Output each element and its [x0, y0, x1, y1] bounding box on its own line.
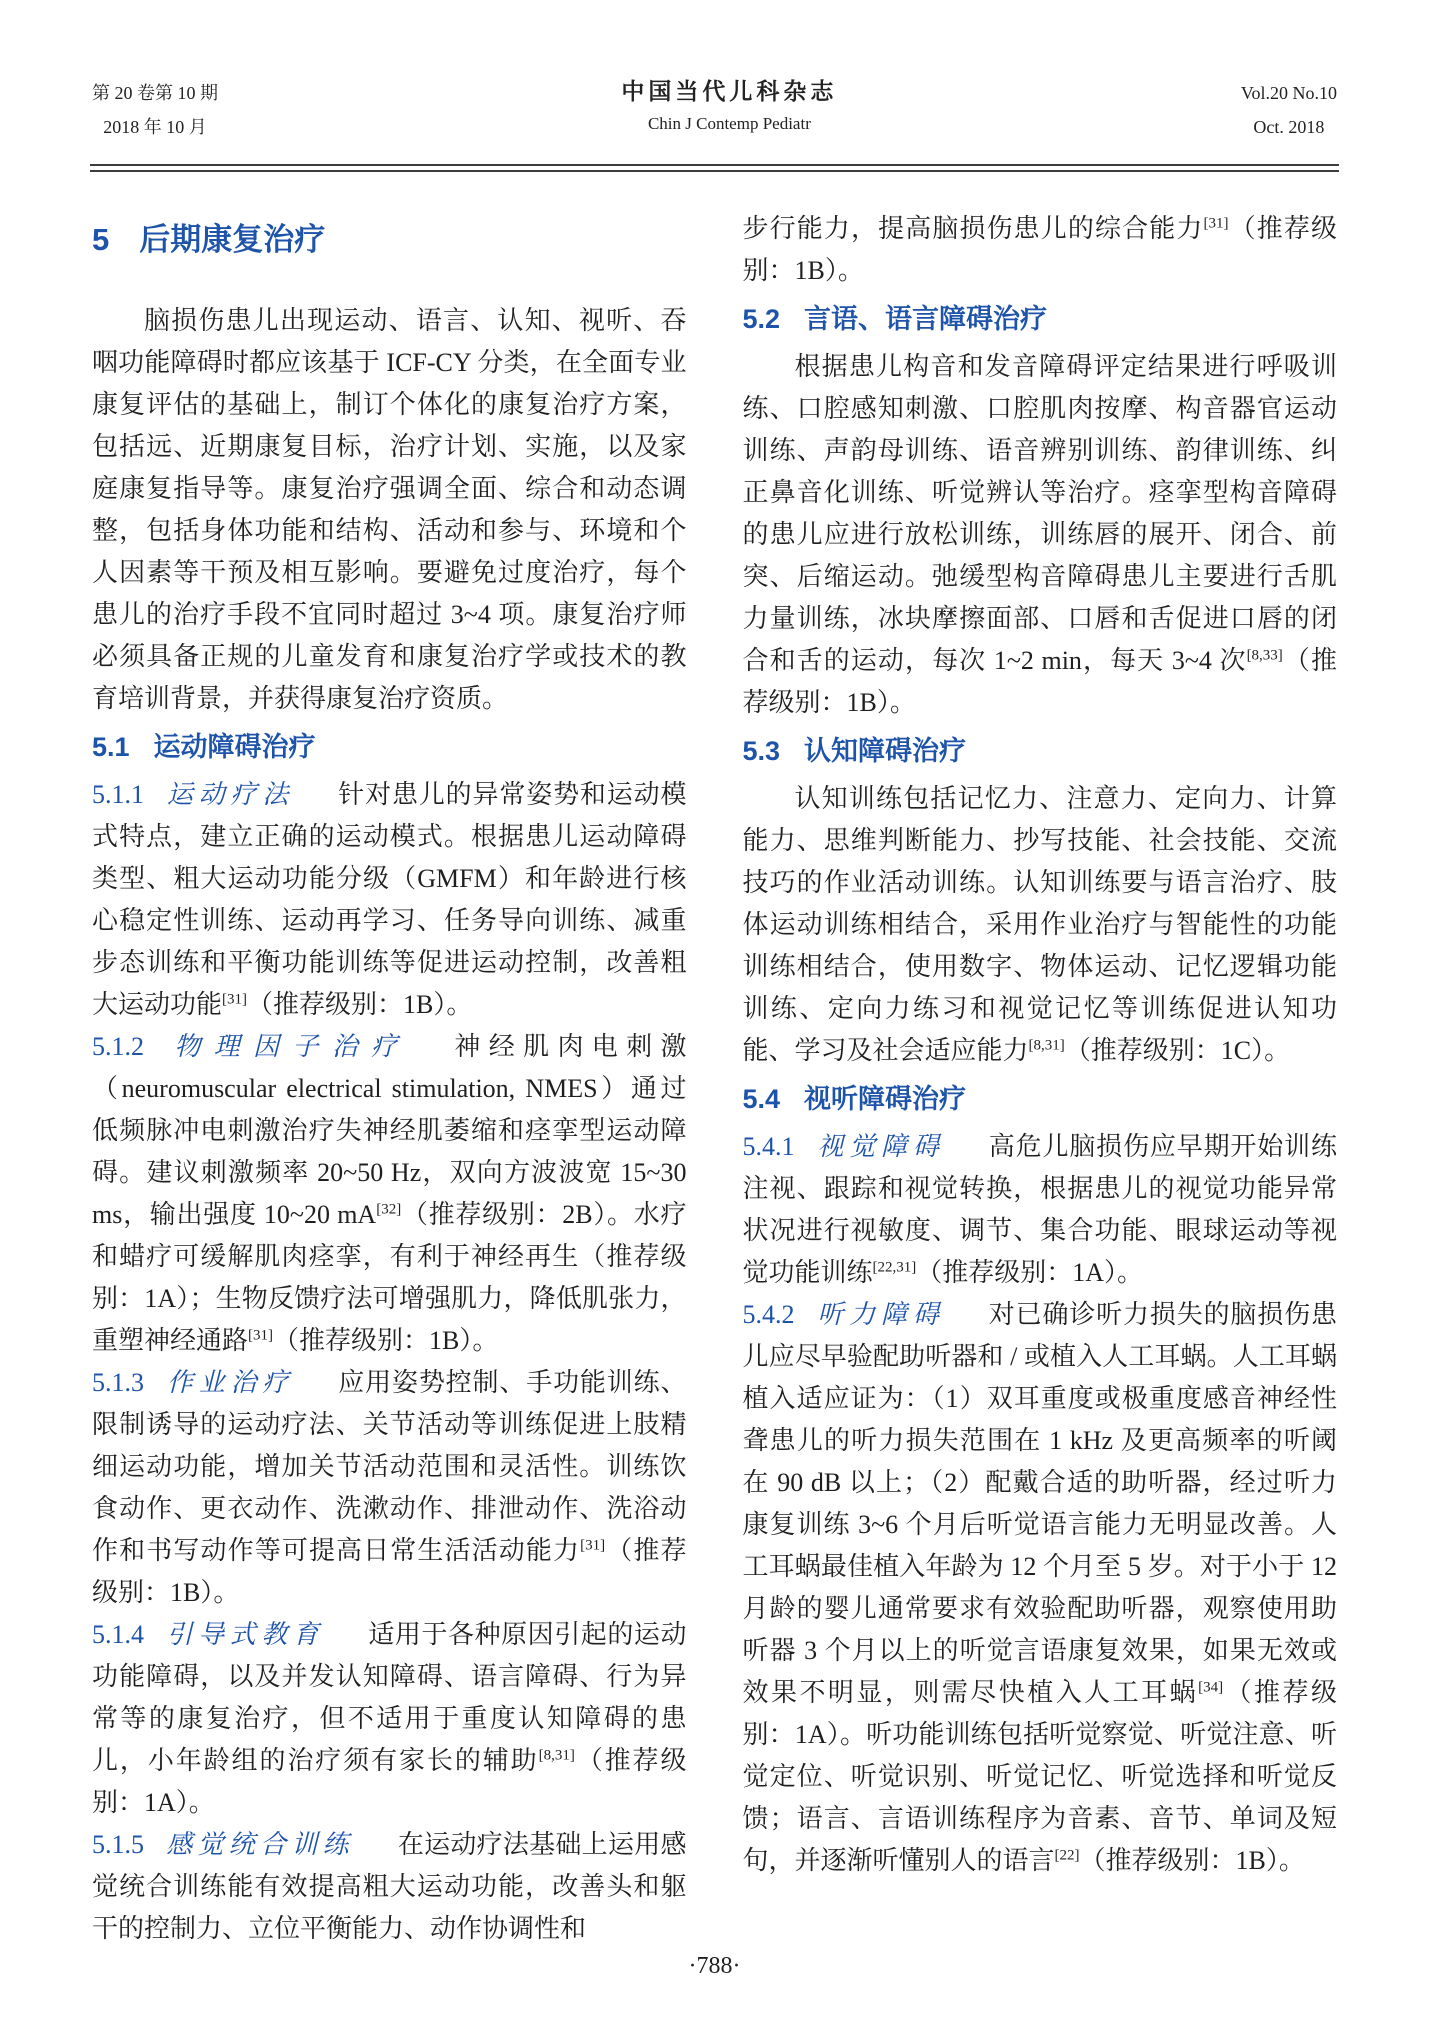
subsection-title: 感觉统合训练	[166, 1830, 354, 1859]
header-double-rule	[90, 164, 1339, 172]
header-date-cn: 2018 年 10 月	[103, 117, 207, 137]
continued-paragraph: 步行能力，提高脑损伤患儿的综合能力[31]（推荐级别：1B）。	[742, 214, 1337, 285]
section-heading-5-4	[743, 1077, 1338, 1121]
subsection-5-4-2: 5.4.2 听力障碍 对已确诊听力损失的脑损伤患儿应尽早验配助听器和 / 或植入人工耳蜗。人工耳蜗植入适应证为：（1）双耳重度或极重度感音神经性聋患儿的听力损失范围在 1 kHz 及更高频率的听阈在 90 dB 以上；（2）配戴合适的助听器，经过听力康复训练 3~6 个月后听觉语言能力无明显改善。人工耳蜗最佳植入年龄为 12 个月至 5 岁。对于小于 12 月龄的婴儿通常要求有效验配助听器，观察使用助听器 3 个月以上的听觉言语康复效果，如果无效或效果不明显，则需尽快植入人工耳蜗[34]（推荐级别：1A）。听功能训练包括听觉察觉、听觉注意、听觉定位、听觉识别、听觉记忆、听觉选择和听觉反馈；语言、言语训练程序为音素、音节、单词及短句，并逐渐听懂别人的语言[22]（推荐级别：1B）。	[742, 1300, 1337, 1875]
section-title: 认知障碍治疗	[804, 736, 967, 766]
left-column	[92, 208, 687, 1950]
paragraph: 认知训练包括记忆力、注意力、定向力、计算能力、思维判断能力、抄写技能、社会技能、交流技巧的作业活动训练。认知训练要与语言治疗、肢体运动训练相结合，采用作业治疗与智能性的功能训练相结合，使用数字、物体运动、记忆逻辑功能训练、定向力练习和视觉记忆等训练促进认知功能、学习及社会适应能力[8,31]（推荐级别：1C）。	[742, 784, 1337, 1065]
header-right-block	[1241, 76, 1337, 144]
subsection-title: 引导式教育	[166, 1620, 325, 1649]
citation-ref: [34]	[1198, 1679, 1224, 1696]
subsection-title: 物理因子治疗	[166, 1032, 411, 1061]
section-heading-5-2	[743, 297, 1338, 341]
citation-ref: [8,33]	[1246, 647, 1283, 664]
subsection-number: 5.1.5	[92, 1830, 144, 1859]
subsection-title: 作业治疗	[166, 1368, 295, 1397]
right-column	[743, 208, 1338, 1950]
page-footer	[0, 1953, 1429, 1980]
header-center-block	[218, 76, 1241, 140]
citation-ref: [31]	[1203, 215, 1229, 232]
subsection-title: 听力障碍	[816, 1300, 945, 1329]
subsection-number: 5.1.1	[92, 780, 144, 809]
subsection-number: 5.1.4	[92, 1620, 144, 1649]
header-volume-en: Vol.20 No.10	[1240, 83, 1337, 103]
subsection-number: 5.1.3	[92, 1368, 144, 1397]
subsection-5-1-4: 5.1.4 引导式教育 适用于各种原因引起的运动功能障碍，以及并发认知障碍、语言障碍、行为异常等的康复治疗，但不适用于重度认知障碍的患儿，小年龄组的治疗须有家长的辅助[8,31]（推荐级别：1A）。	[92, 1620, 687, 1817]
section-title: 后期康复治疗	[139, 222, 326, 257]
section-number: 5.2	[742, 304, 781, 334]
citation-ref: [31]	[222, 991, 248, 1008]
article-body	[0, 172, 1429, 1950]
citation-ref: [22]	[1054, 1847, 1080, 1864]
section-heading-5-1	[92, 725, 687, 769]
subsection-5-1-5: 5.1.5 感觉统合训练 在运动疗法基础上运用感觉统合训练能有效提高粗大运动功能，改善头和躯干的控制力、立位平衡能力、动作协调性和	[92, 1830, 687, 1943]
subsection-number: 5.4.2	[742, 1300, 795, 1329]
subsection-5-1-2: 5.1.2 物理因子治疗 神经肌肉电刺激（neuromuscular electrical stimulation, NMES）通过低频脉冲电刺激治疗失神经肌萎缩和痉挛型运动障碍。建议刺激频率 20~50 Hz，双向方波波宽 15~30 ms，输出强度 10~20 mA[32]（推荐级别：2B）。水疗和蜡疗可缓解肌肉痉挛，有利于神经再生（推荐级别：1A）；生物反馈疗法可增强肌力，降低肌张力，重塑神经通路[31]（推荐级别：1B）。	[92, 1032, 687, 1355]
citation-ref: [22,31]	[872, 1259, 917, 1276]
section-heading-5	[92, 220, 687, 260]
section-number: 5.1	[92, 732, 130, 762]
header-left-block	[92, 76, 218, 144]
page-header	[0, 0, 1429, 144]
section-number: 5.4	[742, 1084, 781, 1114]
header-issue-cn: 第 20 卷第 10 期	[92, 83, 218, 103]
section-heading-5-3	[743, 729, 1338, 773]
paragraph: 脑损伤患儿出现运动、语言、认知、视听、吞咽功能障碍时都应该基于 ICF-CY 分类，在全面专业康复评估的基础上，制订个体化的康复治疗方案，包括远、近期康复目标，治疗计划、实施，以及家庭康复指导等。康复治疗强调全面、综合和动态调整，包括身体功能和结构、活动和参与、环境和个人因素等干预及相互影响。要避免过度治疗，每个患儿的治疗手段不宜同时超过 3~4 项。康复治疗师必须具备正规的儿童发育和康复治疗学或技术的教育培训背景，并获得康复治疗资质。	[92, 306, 687, 713]
subsection-number: 5.1.2	[92, 1032, 144, 1061]
subsection-5-4-1: 5.4.1 视觉障碍 高危儿脑损伤应早期开始训练注视、跟踪和视觉转换，根据患儿的视觉功能异常状况进行视敏度、调节、集合功能、眼球运动等视觉功能训练[22,31]（推荐级别：1A）。	[742, 1132, 1337, 1287]
journal-title-en: Chin J Contemp Pediatr	[647, 114, 811, 133]
subsection-number: 5.4.1	[742, 1132, 795, 1161]
section-number: 5	[92, 222, 110, 257]
subsection-5-1-3: 5.1.3 作业治疗 应用姿势控制、手功能训练、限制诱导的运动疗法、关节活动等训练促进上肢精细运动功能，增加关节活动范围和灵活性。训练饮食动作、更衣动作、洗漱动作、排泄动作、洗浴动作和书写动作等可提高日常生活活动能力[31]（推荐级别：1B）。	[92, 1368, 687, 1607]
paragraph: 根据患儿构音和发音障碍评定结果进行呼吸训练、口腔感知刺激、口腔肌肉按摩、构音器官运动训练、声韵母训练、语音辨别训练、韵律训练、纠正鼻音化训练、听觉辨认等治疗。痉挛型构音障碍的患儿应进行放松训练，训练唇的展开、闭合、前突、后缩运动。弛缓型构音障碍患儿主要进行舌肌力量训练，冰块摩擦面部、口唇和舌促进口唇的闭合和舌的运动，每次 1~2 min，每天 3~4 次[8,33]（推荐级别：1B）。	[742, 352, 1337, 717]
journal-title-cn: 中国当代儿科杂志	[621, 79, 838, 104]
subsection-5-1-1: 5.1.1 运动疗法 针对患儿的异常姿势和运动模式特点，建立正确的运动模式。根据患儿运动障碍类型、粗大运动功能分级（GMFM）和年龄进行核心稳定性训练、运动再学习、任务导向训练、减重步态训练和平衡功能训练等促进运动控制，改善粗大运动功能[31]（推荐级别：1B）。	[92, 780, 687, 1019]
citation-ref: [32]	[376, 1201, 402, 1218]
section-title: 视听障碍治疗	[804, 1084, 967, 1114]
page-number: ·788·	[688, 1953, 741, 1979]
citation-ref: [8,31]	[1028, 1037, 1065, 1054]
citation-ref: [8,31]	[538, 1747, 575, 1764]
header-date-en: Oct. 2018	[1253, 117, 1325, 137]
citation-ref: [31]	[248, 1327, 274, 1344]
section-title: 运动障碍治疗	[153, 732, 316, 762]
section-title: 言语、语言障碍治疗	[804, 304, 1048, 334]
subsection-title: 视觉障碍	[816, 1132, 945, 1161]
subsection-title: 运动疗法	[166, 780, 295, 809]
citation-ref: [31]	[580, 1537, 606, 1554]
section-number: 5.3	[742, 736, 781, 766]
